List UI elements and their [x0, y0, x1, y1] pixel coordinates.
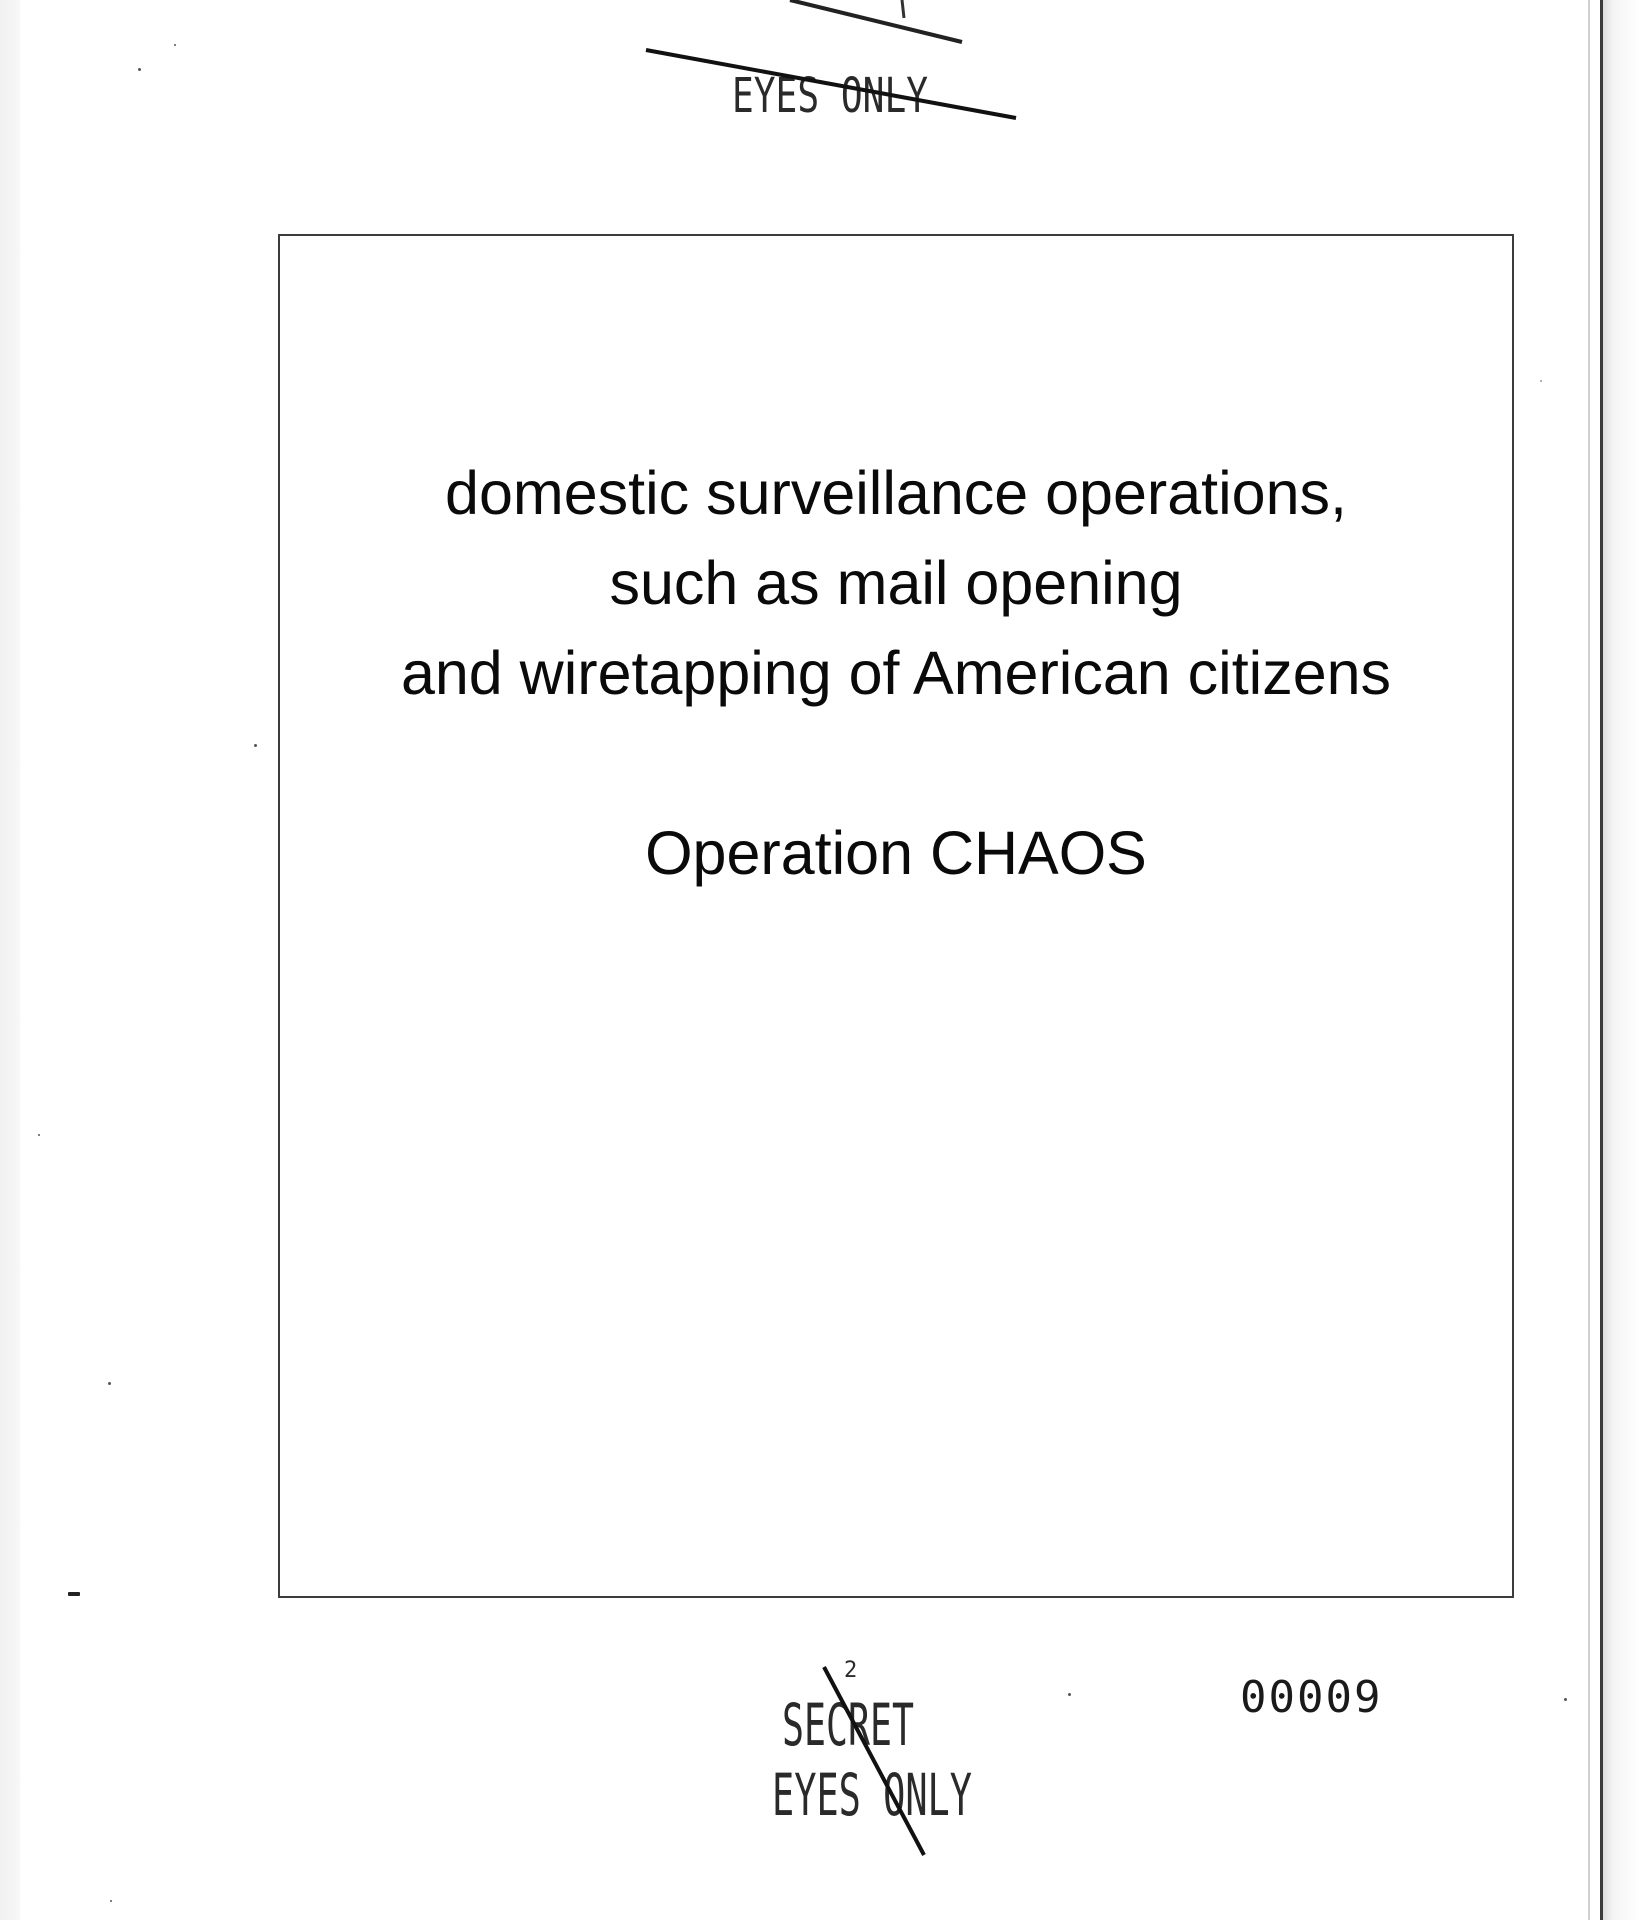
scan-edge-right-shadow — [1603, 0, 1640, 1920]
content-box — [278, 234, 1514, 1598]
document-number: 00009 — [1240, 1672, 1383, 1723]
scan-edge-left — [0, 0, 22, 1920]
top-stamp-text: EYES ONLY — [732, 68, 929, 124]
scan-speck — [1068, 1693, 1071, 1696]
bottom-stamp-line2: EYES ONLY — [772, 1761, 972, 1829]
scan-speck — [108, 1382, 111, 1385]
operation-name: Operation CHAOS — [645, 819, 1147, 887]
scan-speck — [38, 1134, 40, 1136]
scan-speck — [68, 1592, 80, 1596]
top-stamp-graphic — [640, 0, 1020, 125]
scan-speck — [174, 44, 176, 46]
scan-speck — [110, 1900, 112, 1902]
scan-speck — [138, 68, 141, 71]
top-stamp — [640, 0, 1020, 125]
strike-line — [790, 0, 962, 42]
stamp-fragment — [902, 0, 904, 18]
scan-speck — [1564, 1698, 1567, 1701]
scan-speck — [1540, 380, 1542, 382]
spacer — [280, 718, 1512, 808]
bottom-stamp-graphic — [760, 1655, 990, 1865]
scan-edge-right-faint — [1588, 0, 1590, 1920]
bottom-stamp — [760, 1655, 990, 1865]
content-text — [280, 448, 1512, 898]
bottom-stamp-line1: SECRET — [782, 1691, 914, 1759]
body-line-3: and wiretapping of American citizens — [400, 639, 1392, 707]
bottom-stamp-page-mark: 2 — [844, 1658, 858, 1683]
body-line-1: domestic surveillance operations, — [445, 459, 1347, 527]
scan-speck — [254, 744, 257, 747]
body-line-2: such as mail opening — [609, 549, 1183, 617]
